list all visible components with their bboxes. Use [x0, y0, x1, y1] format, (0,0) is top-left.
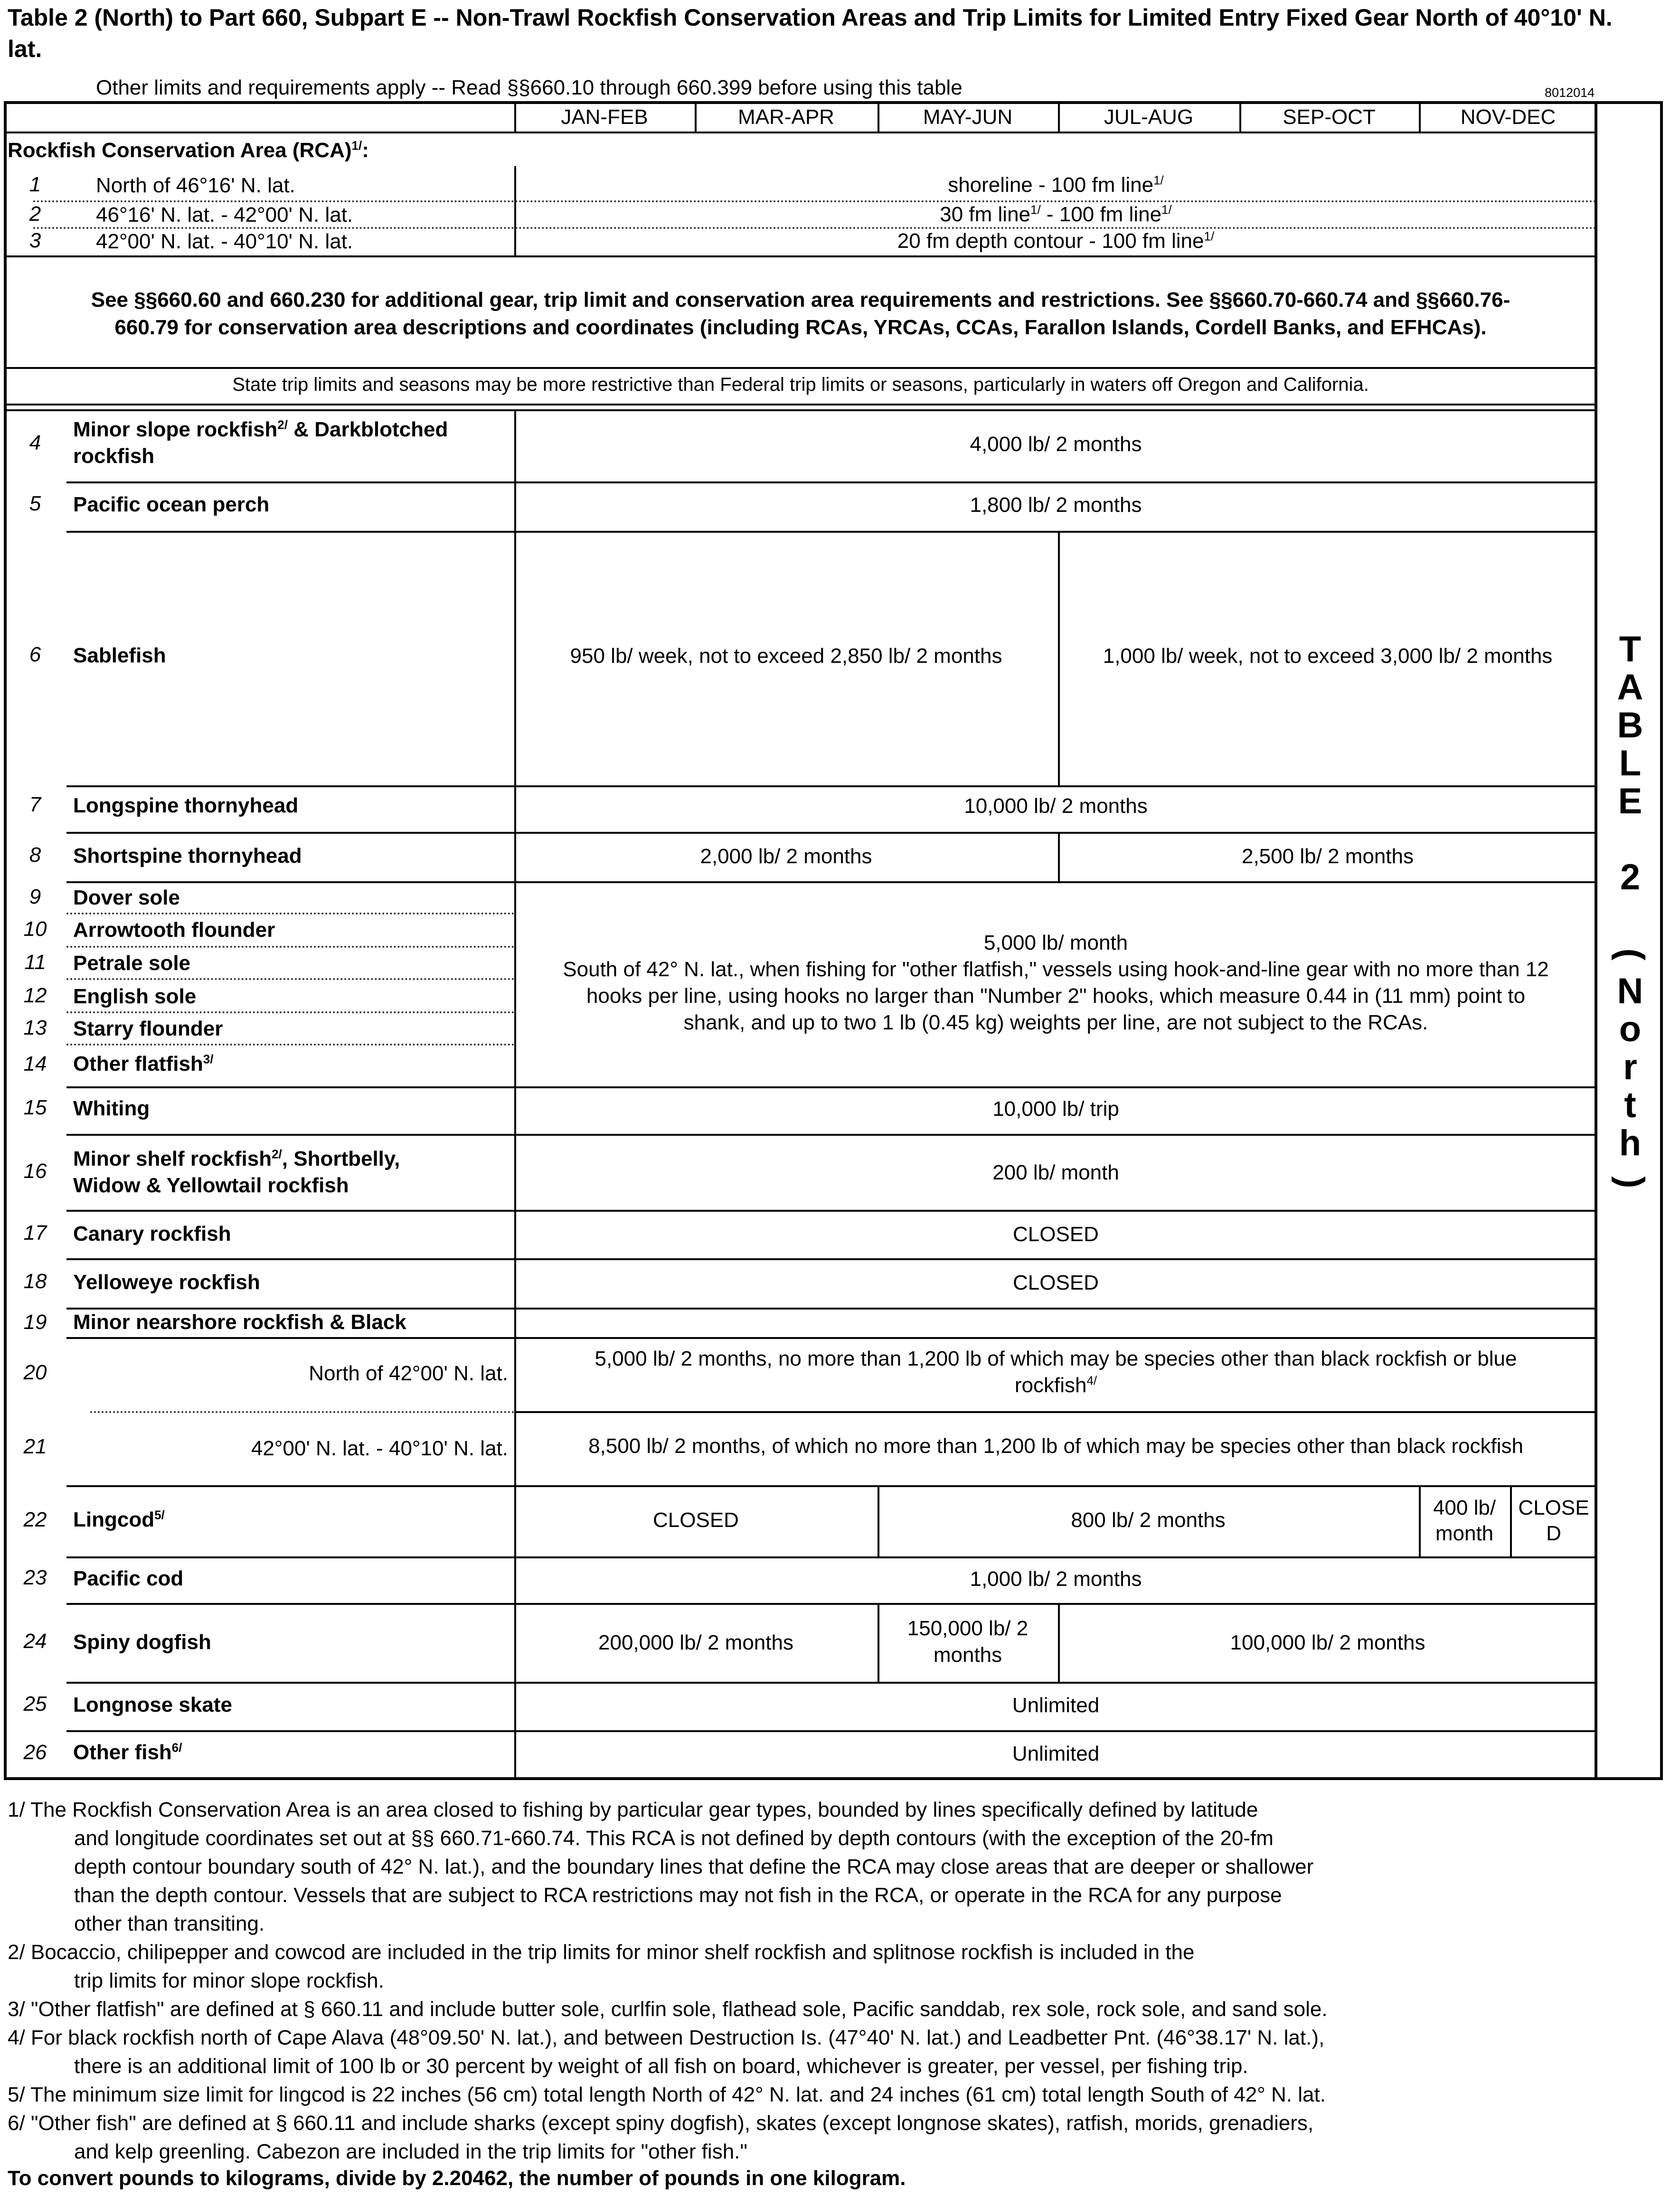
- see-note: See §§660.60 and 660.230 for additional gear, trip limit and conservation area requirements and restrictions. See §§660.70-660.74 and §§660.76-: [91, 288, 1510, 311]
- trip-limit: Unlimited: [1012, 1694, 1100, 1717]
- trip-limit: 200,000 lb/ 2 months: [598, 1631, 793, 1654]
- footnote-3: 3/ "Other flatfish" are defined at § 660.11 and include butter sole, curlfin sole, flathead sole, Pacific sanddab, rex sole, rock sole, and sand sole.: [8, 1998, 1328, 2021]
- species-name: Spiny dogfish: [73, 1631, 211, 1654]
- row-number: 2: [29, 202, 41, 226]
- trip-limit: 1,000 lb/ 2 months: [970, 1567, 1142, 1591]
- species-name: rockfish: [73, 444, 155, 468]
- period-header: NOV-DEC: [1460, 105, 1556, 129]
- flatfish-note: South of 42° N. lat., when fishing for "other flatfish," vessels using hook-and-line gear with no more than 12: [563, 958, 1549, 981]
- row-number: 12: [23, 984, 47, 1007]
- row-number: 15: [23, 1096, 47, 1119]
- see-note: 660.79 for conservation area descriptions and coordinates (including RCAs, YRCAs, CCAs, Farallon Islands, Cordell Banks, and EFHCAs).: [114, 316, 1487, 339]
- row-number: 21: [23, 1435, 47, 1458]
- footnote-2: 2/ Bocaccio, chilipepper and cowcod are included in the trip limits for minor shelf rockfish and splitnose rockfish is included in the trip limits for minor slope rockfish.: [8, 1941, 1195, 1992]
- row-number: 26: [23, 1741, 47, 1764]
- trip-limit: 1,800 lb/ 2 months: [970, 493, 1142, 517]
- trip-limit: months: [933, 1643, 1002, 1667]
- trip-limit: 200 lb/ month: [992, 1161, 1119, 1184]
- sub-area: 42°00' N. lat. - 40°10' N. lat.: [251, 1437, 508, 1460]
- species-name: Minor nearshore rockfish & Black: [73, 1310, 406, 1334]
- species-name: Sablefish: [73, 644, 166, 667]
- rca-area: North of 46°16' N. lat.: [96, 174, 295, 197]
- rca-value: 20 fm depth contour - 100 fm line$^{1/}$: [897, 229, 1215, 253]
- species-name: Petrale sole: [73, 952, 191, 975]
- row-number: 10: [23, 917, 47, 941]
- row-number: 8: [29, 843, 41, 867]
- trip-limit: rockfish$^{4/}$: [1014, 1373, 1097, 1397]
- species-name: Pacific cod: [73, 1567, 184, 1590]
- row-number: 11: [24, 951, 46, 974]
- row-number: 23: [23, 1566, 47, 1589]
- trip-limit: CLOSED: [1013, 1271, 1099, 1294]
- species-name: Minor shelf rockfish$^{2/}$, Shortbelly,: [73, 1147, 400, 1170]
- trip-limit: 10,000 lb/ 2 months: [964, 794, 1148, 818]
- footnote-1: 1/ The Rockfish Conservation Area is an area closed to fishing by particular gear types, bounded by lines specifically defined by latitude and longitude coordinates set out at §§ 660.71-660.74. This RCA is not defined by depth contours (with the exception of the 20-fm depth contour boundary south of 42° N. lat.), and the boundary lines that define the RCA may close areas that are deeper or shallower than the depth contour. Vessels that are subject to RCA restrictions may not fish in the RCA, or operate in the RCA for any purpose other than transiting.: [8, 1798, 1314, 1935]
- trip-limit: 1,000 lb/ week, not to exceed 3,000 lb/ 2 months: [1103, 644, 1553, 668]
- trip-limit: 400 lb/: [1433, 1496, 1496, 1519]
- species-name: Other fish$^{6/}$: [73, 1740, 182, 1764]
- trip-limit: 5,000 lb/ 2 months, no more than 1,200 lb of which may be species other than black rockfish or blue: [595, 1347, 1517, 1370]
- row-number: 1: [29, 173, 41, 196]
- row-number: 22: [23, 1508, 47, 1531]
- species-name: Whiting: [73, 1097, 150, 1120]
- row-number: 9: [29, 885, 41, 908]
- rca-value: shoreline - 100 fm line$^{1/}$: [948, 173, 1164, 197]
- row-number: 5: [29, 492, 41, 515]
- species-name: Pacific ocean perch: [73, 493, 270, 516]
- species-name: Starry flounder: [73, 1017, 223, 1040]
- state-note: State trip limits and seasons may be more restrictive than Federal trip limits or seasons, particularly in waters off Oregon and California.: [232, 374, 1369, 395]
- species-name: Minor slope rockfish$^{2/}$ & Darkblotched: [73, 417, 448, 441]
- rca-area: 46°16' N. lat. - 42°00' N. lat.: [96, 203, 353, 226]
- row-number: 7: [29, 793, 41, 816]
- row-number: 24: [23, 1630, 47, 1653]
- footnote-6: 6/ "Other fish" are defined at § 660.11 and include sharks (except spiny dogfish), skates (except longnose skates), ratfish, morids, grenadiers, and kelp greenling. Cabezon are included in the trip limits for "other fish.": [8, 2111, 1314, 2163]
- trip-limit: 150,000 lb/ 2: [907, 1617, 1029, 1640]
- rca-heading: Rockfish Conservation Area (RCA)$^{1/}$:: [8, 138, 369, 162]
- species-name: English sole: [73, 985, 197, 1008]
- trip-limit: 2,500 lb/ 2 months: [1241, 845, 1414, 868]
- trip-limit: 8,500 lb/ 2 months, of which no more than 1,200 lb of which may be species other than black rockfish: [588, 1434, 1523, 1458]
- row-number: 3: [29, 229, 41, 252]
- rca-value: 30 fm line$^{1/}$ - 100 fm line$^{1/}$: [940, 202, 1172, 226]
- period-header: MAR-APR: [738, 105, 834, 129]
- trip-limit: 950 lb/ week, not to exceed 2,850 lb/ 2 months: [570, 644, 1002, 668]
- row-number: 16: [23, 1159, 47, 1183]
- document-title: Table 2 (North) to Part 660, Subpart E -- Non-Trawl Rockfish Conservation Areas and Trip Limits for Limited Entry Fixed Gear North of 40°10' N. lat.: [8, 4, 1613, 62]
- period-header: JUL-AUG: [1104, 105, 1194, 129]
- trip-limit: D: [1546, 1522, 1561, 1545]
- row-number: 25: [23, 1692, 47, 1715]
- row-number: 18: [23, 1270, 47, 1293]
- row-number: 20: [23, 1361, 47, 1384]
- row-number: 4: [29, 431, 41, 454]
- trip-limit: CLOSE: [1518, 1496, 1589, 1519]
- conversion-note: To convert pounds to kilograms, divide by 2.20462, the number of pounds in one kilogram.: [8, 2167, 906, 2190]
- trip-limit: 5,000 lb/ month: [983, 931, 1128, 954]
- trip-limit: Unlimited: [1012, 1742, 1100, 1765]
- species-name: Canary rockfish: [73, 1222, 231, 1245]
- trip-limit: 10,000 lb/ trip: [992, 1097, 1119, 1121]
- species-name: Longspine thornyhead: [73, 794, 299, 817]
- species-name: Yelloweye rockfish: [73, 1271, 260, 1294]
- period-header: MAY-JUN: [923, 105, 1013, 129]
- row-number: 14: [23, 1052, 47, 1075]
- row-number: 6: [29, 643, 41, 666]
- species-name: Longnose skate: [73, 1693, 232, 1716]
- flatfish-note: hooks per line, using hooks no larger than "Number 2" hooks, which measure 0.44 in (11 mm) point to: [586, 984, 1526, 1008]
- subtitle: Other limits and requirements apply -- Read §§660.10 through 660.399 before using this table: [96, 76, 963, 99]
- footnote-4: 4/ For black rockfish north of Cape Alava (48°09.50' N. lat.), and between Destruction Is. (47°40' N. lat.) and Leadbetter Pnt. (46°38.17' N. lat.), there is an additional limit of 100 lb or 30 percent by weight of all fish on board, whichever is greater, per vessel, per fishing trip.: [8, 2026, 1325, 2078]
- footnote-5: 5/ The minimum size limit for lingcod is 22 inches (56 cm) total length North of 42° N. lat. and 24 inches (61 cm) total length South of 42° N. lat.: [8, 2083, 1326, 2106]
- species-name: Widow & Yellowtail rockfish: [73, 1174, 349, 1197]
- species-name: Shortspine thornyhead: [73, 844, 302, 867]
- sidebar-label: T A B L E 2 ( N o r t h ): [1611, 629, 1652, 1188]
- trip-limit: 4,000 lb/ 2 months: [970, 433, 1142, 456]
- species-name: Arrowtooth flounder: [73, 918, 275, 942]
- row-number: 17: [23, 1221, 47, 1244]
- trip-limit: 800 lb/ 2 months: [1071, 1508, 1226, 1532]
- trip-limit: month: [1435, 1522, 1494, 1545]
- trip-limit: CLOSED: [1013, 1223, 1099, 1246]
- rca-area: 42°00' N. lat. - 40°10' N. lat.: [96, 230, 353, 253]
- document-code: 8012014: [1545, 85, 1595, 100]
- trip-limit: CLOSED: [653, 1508, 739, 1532]
- row-number: 19: [23, 1310, 47, 1334]
- trip-limit: 2,000 lb/ 2 months: [700, 845, 872, 868]
- species-name: Lingcod$^{5/}$: [73, 1508, 165, 1531]
- period-header: SEP-OCT: [1283, 105, 1376, 129]
- species-name: Other flatfish$^{3/}$: [73, 1052, 214, 1075]
- sub-area: North of 42°00' N. lat.: [309, 1362, 508, 1385]
- period-header: JAN-FEB: [561, 105, 648, 129]
- trip-limit: 100,000 lb/ 2 months: [1230, 1631, 1425, 1654]
- flatfish-note: shank, and up to two 1 lb (0.45 kg) weights per line, are not subject to the RCAs.: [683, 1011, 1428, 1034]
- row-number: 13: [23, 1016, 47, 1039]
- species-name: Dover sole: [73, 886, 180, 909]
